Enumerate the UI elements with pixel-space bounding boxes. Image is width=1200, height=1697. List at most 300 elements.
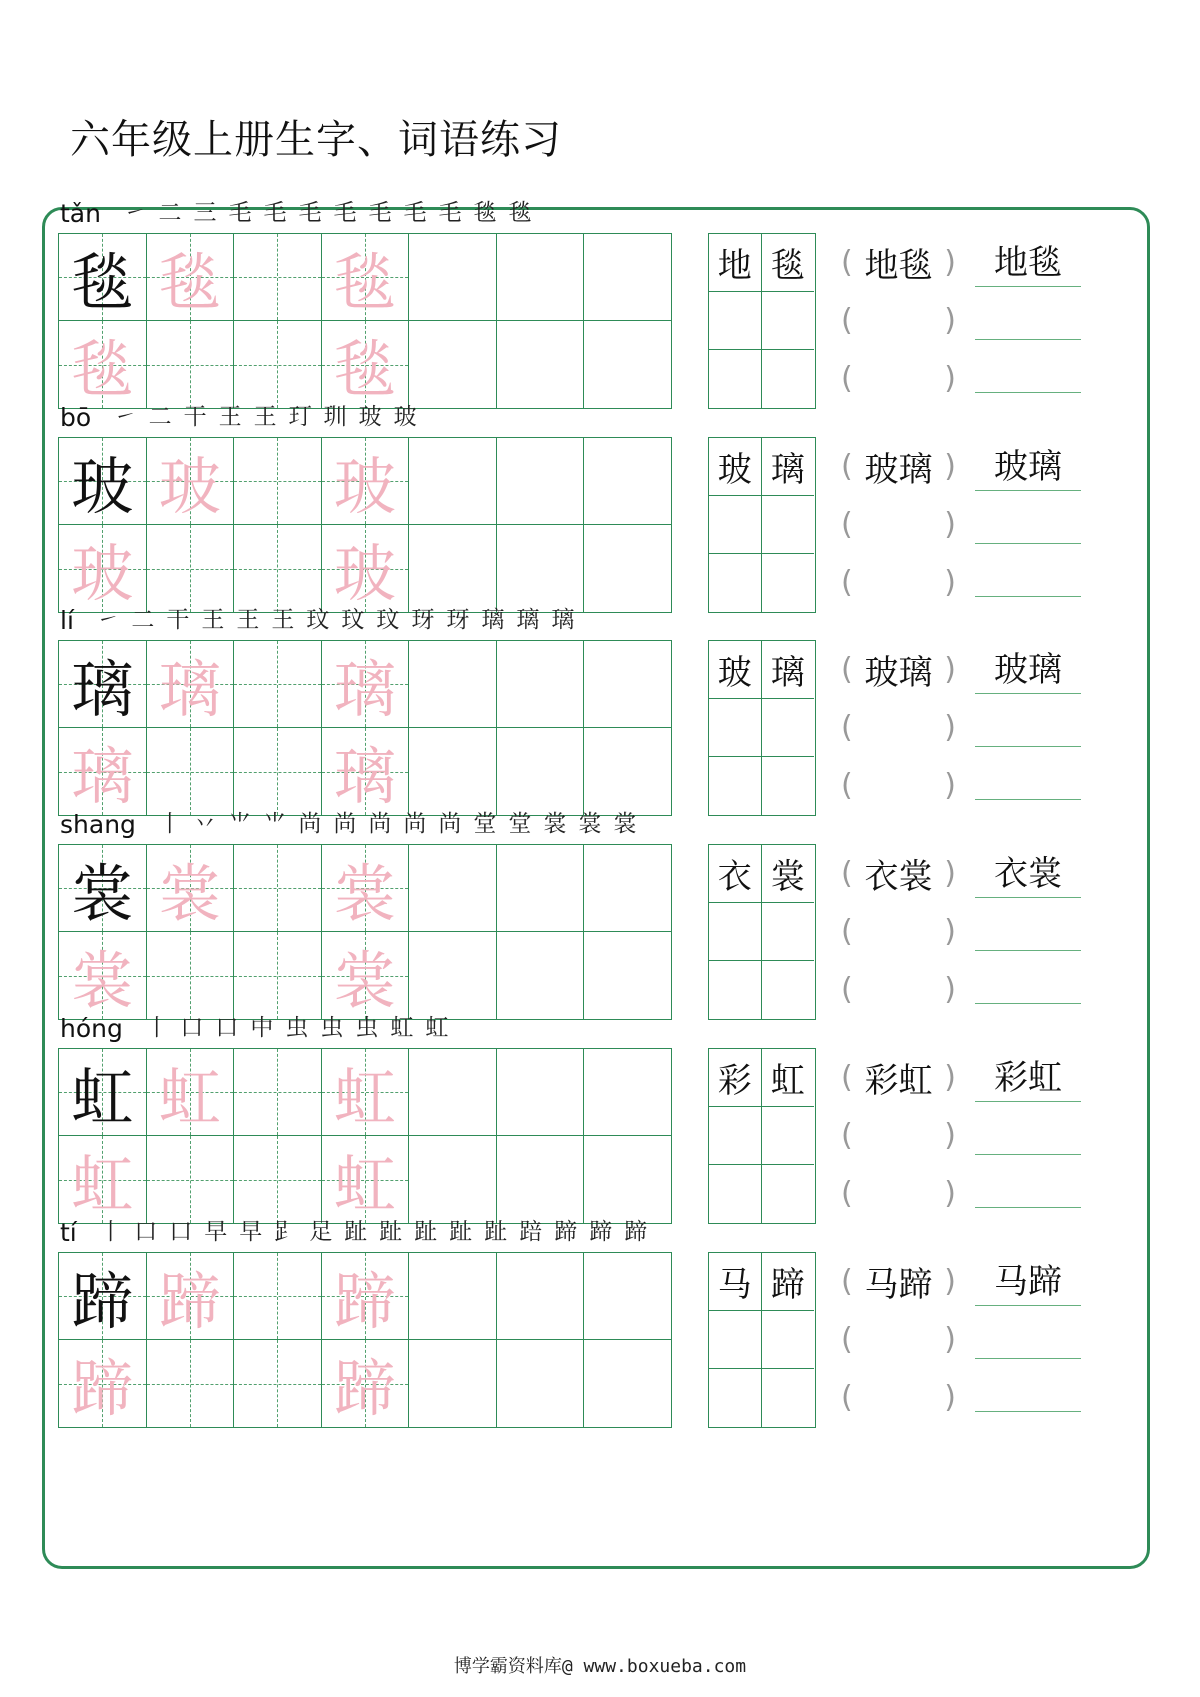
practice-cell[interactable] [497, 932, 585, 1019]
word-cell: 璃 [762, 641, 815, 699]
underline-answer-slot[interactable] [975, 1101, 1081, 1155]
underline-answer-slot[interactable] [975, 746, 1081, 800]
word-cell[interactable] [709, 699, 762, 757]
paren-close: ) [944, 564, 956, 600]
practice-cell[interactable] [409, 1136, 497, 1223]
model-character: 毯 [71, 245, 134, 319]
paren-open: ( [841, 651, 853, 687]
underline-answer-slot[interactable] [975, 543, 1081, 597]
practice-cell[interactable] [59, 438, 147, 525]
paren-word: 彩虹 [864, 1060, 933, 1101]
practice-cell[interactable] [322, 1253, 410, 1340]
paren-column [841, 640, 956, 816]
trace-character: 璃 [333, 652, 396, 726]
paren-open: ( [841, 448, 853, 484]
underline-answer-slot[interactable] [975, 1154, 1081, 1208]
underline-answer-slot[interactable] [975, 693, 1081, 747]
paren-close: ) [944, 1175, 956, 1211]
practice-cell[interactable] [497, 845, 585, 932]
stroke-step: 王 [271, 607, 295, 633]
trace-character: 虹 [71, 1148, 134, 1221]
stroke-step: 毯 [473, 200, 497, 226]
stroke-step: 玟 [341, 607, 365, 633]
stroke-step: 尚 [368, 811, 392, 837]
word-cell[interactable] [709, 1311, 762, 1369]
underline-column [975, 1252, 1081, 1428]
paren-close: ) [944, 913, 956, 949]
stroke-step: 毛 [263, 200, 287, 226]
underline-answer-slot[interactable] [975, 286, 1081, 340]
paren-open: ( [841, 971, 853, 1007]
paren-answer-slot[interactable] [841, 698, 956, 756]
stroke-step: 早 [204, 1219, 228, 1245]
underline-answer-slot[interactable] [975, 950, 1081, 1004]
stroke-step: 虹 [390, 1015, 414, 1041]
underline-answer-slot[interactable] [975, 897, 1081, 951]
practice-cell[interactable] [584, 1253, 672, 1340]
trace-character: 毯 [71, 333, 134, 406]
underline-column [975, 233, 1081, 409]
practice-cell[interactable] [147, 845, 235, 932]
stroke-step: 二 [131, 607, 155, 633]
practice-cell[interactable] [234, 932, 322, 1019]
practice-grid [58, 1252, 672, 1428]
stroke-step: 虫 [355, 1015, 379, 1041]
trace-character: 裳 [333, 944, 396, 1017]
practice-cell[interactable] [234, 1136, 322, 1223]
stroke-step: 二 [148, 404, 172, 430]
stroke-step: 丨 [158, 811, 182, 837]
underline-answer-slot[interactable] [975, 1305, 1081, 1359]
paren-open: ( [841, 767, 853, 803]
practice-cell[interactable] [322, 1136, 410, 1223]
stroke-order-line [60, 195, 536, 229]
word-cell[interactable] [709, 496, 762, 554]
practice-cell[interactable] [584, 932, 672, 1019]
paren-answer-slot[interactable] [841, 1310, 956, 1368]
paren-word: 地毯 [864, 245, 933, 286]
practice-cell[interactable] [497, 641, 585, 728]
underline-answer-slot[interactable] [975, 233, 1081, 287]
practice-cell[interactable] [322, 234, 410, 321]
stroke-step: 尚 [333, 811, 357, 837]
trace-character: 毯 [333, 245, 396, 319]
word-cell: 彩 [709, 1049, 762, 1107]
paren-answer-slot[interactable] [841, 233, 956, 291]
stroke-step: 玻 [393, 404, 417, 430]
word-cell[interactable] [762, 699, 815, 757]
word-cell[interactable] [762, 1369, 815, 1427]
practice-cell[interactable] [409, 1340, 497, 1427]
practice-cell[interactable] [322, 932, 410, 1019]
practice-cell[interactable] [234, 525, 322, 612]
model-character: 璃 [71, 652, 134, 726]
paren-answer-slot[interactable] [841, 1106, 956, 1164]
trace-character: 璃 [71, 740, 134, 813]
practice-cell[interactable] [584, 728, 672, 815]
trace-character: 虹 [333, 1148, 396, 1221]
stroke-step: ㇀ [123, 200, 147, 226]
practice-cell[interactable] [584, 438, 672, 525]
paren-word: 衣裳 [864, 856, 933, 897]
stroke-step: 玟 [306, 607, 330, 633]
paren-open: ( [841, 302, 853, 338]
paren-close: ) [944, 1379, 956, 1415]
stroke-step: 王 [253, 404, 277, 430]
stroke-step: 趾 [379, 1219, 403, 1245]
practice-cell[interactable] [59, 1049, 147, 1136]
word-cell[interactable] [762, 496, 815, 554]
practice-cell[interactable] [234, 1340, 322, 1427]
stroke-step: ⺌ [228, 811, 252, 837]
practice-cell[interactable] [584, 1049, 672, 1136]
character-block [58, 602, 1138, 817]
underline-word: 地毯 [994, 243, 1062, 283]
word-cell[interactable] [762, 292, 815, 350]
word-cell[interactable] [709, 903, 762, 961]
stroke-step: 踣 [519, 1219, 543, 1245]
stroke-step: 二 [158, 200, 182, 226]
practice-cell[interactable] [409, 932, 497, 1019]
practice-cell[interactable] [147, 525, 235, 612]
word-cell[interactable] [709, 292, 762, 350]
stroke-step: 口 [180, 1015, 204, 1041]
underline-word: 衣裳 [994, 854, 1062, 894]
practice-cell[interactable] [497, 1340, 585, 1427]
stroke-step: 毛 [228, 200, 252, 226]
practice-cell[interactable] [147, 234, 235, 321]
practice-cell[interactable] [234, 321, 322, 408]
stroke-step: 玟 [376, 607, 400, 633]
stroke-step: 毛 [438, 200, 462, 226]
underline-answer-slot[interactable] [975, 437, 1081, 491]
character-block [58, 399, 1138, 614]
character-block [58, 195, 1138, 410]
paren-answer-slot[interactable] [841, 1048, 956, 1106]
stroke-step: 虫 [320, 1015, 344, 1041]
stroke-step: 中 [250, 1015, 274, 1041]
stroke-step: 早 [239, 1219, 263, 1245]
word-cell: 玻 [709, 641, 762, 699]
stroke-step: 丷 [193, 811, 217, 837]
paren-answer-slot[interactable] [841, 844, 956, 902]
character-block [58, 1010, 1138, 1225]
word-cell: 地 [709, 234, 762, 292]
stroke-step: 玻 [358, 404, 382, 430]
word-cell[interactable] [762, 903, 815, 961]
paren-answer-slot[interactable] [841, 1368, 956, 1426]
trace-character: 蹄 [333, 1352, 396, 1425]
practice-cell[interactable] [409, 641, 497, 728]
underline-column [975, 640, 1081, 816]
stroke-step: 玡 [411, 607, 435, 633]
paren-open: ( [841, 1175, 853, 1211]
word-cell: 毯 [762, 234, 815, 292]
word-cell[interactable] [709, 1369, 762, 1427]
trace-character: 蹄 [333, 1264, 396, 1338]
practice-cell[interactable] [59, 321, 147, 408]
underline-answer-slot[interactable] [975, 1252, 1081, 1306]
practice-cell[interactable] [234, 641, 322, 728]
practice-cell[interactable] [322, 438, 410, 525]
underline-column [975, 844, 1081, 1020]
stroke-step: 裳 [578, 811, 602, 837]
practice-cell[interactable] [409, 234, 497, 321]
practice-grid [58, 640, 672, 816]
practice-cell[interactable] [584, 525, 672, 612]
paren-close: ) [944, 448, 956, 484]
underline-answer-slot[interactable] [975, 640, 1081, 694]
footer-watermark: 博学霸资料库@ www.boxueba.com [453, 1656, 747, 1677]
stroke-step: 虹 [425, 1015, 449, 1041]
trace-character: 玻 [333, 537, 396, 610]
practice-cell[interactable] [147, 641, 235, 728]
practice-cell[interactable] [234, 1049, 322, 1136]
paren-open: ( [841, 1321, 853, 1357]
paren-close: ) [944, 302, 956, 338]
paren-open: ( [841, 1117, 853, 1153]
practice-cell[interactable] [409, 321, 497, 408]
word-cell[interactable] [762, 1107, 815, 1165]
stroke-step: 尚 [298, 811, 322, 837]
practice-cell[interactable] [147, 1253, 235, 1340]
paren-open: ( [841, 1379, 853, 1415]
paren-column [841, 233, 956, 409]
stroke-step: 璃 [481, 607, 505, 633]
paren-column [841, 844, 956, 1020]
practice-cell[interactable] [409, 438, 497, 525]
practice-grid [58, 437, 672, 613]
paren-close: ) [944, 767, 956, 803]
paren-answer-slot[interactable] [841, 495, 956, 553]
pinyin-label: shang [60, 810, 136, 839]
practice-cell[interactable] [497, 1049, 585, 1136]
practice-grid [58, 844, 672, 1020]
stroke-step: 毛 [403, 200, 427, 226]
practice-cell[interactable] [59, 845, 147, 932]
word-grid [708, 1048, 816, 1224]
word-cell: 玻 [709, 438, 762, 496]
practice-cell[interactable] [584, 641, 672, 728]
stroke-step: 趾 [449, 1219, 473, 1245]
stroke-step: 蹄 [589, 1219, 613, 1245]
practice-cell[interactable] [322, 728, 410, 815]
practice-cell[interactable] [584, 234, 672, 321]
practice-cell[interactable] [234, 438, 322, 525]
stroke-step: 玡 [446, 607, 470, 633]
pinyin-label: hóng [60, 1014, 123, 1043]
practice-cell[interactable] [584, 1340, 672, 1427]
model-character: 虹 [71, 1060, 134, 1134]
paren-open: ( [841, 913, 853, 949]
practice-cell[interactable] [322, 1049, 410, 1136]
underline-column [975, 1048, 1081, 1224]
paren-close: ) [944, 1263, 956, 1299]
stroke-step: 裳 [613, 811, 637, 837]
trace-character: 虹 [333, 1060, 396, 1134]
practice-cell[interactable] [59, 932, 147, 1019]
trace-character: 璃 [333, 740, 396, 813]
stroke-step: 裳 [543, 811, 567, 837]
practice-cell[interactable] [147, 1340, 235, 1427]
paren-close: ) [944, 1059, 956, 1095]
stroke-step: 蹄 [624, 1219, 648, 1245]
practice-cell[interactable] [497, 1253, 585, 1340]
model-character: 蹄 [71, 1264, 134, 1338]
practice-cell[interactable] [147, 438, 235, 525]
word-cell: 衣 [709, 845, 762, 903]
trace-character: 璃 [158, 652, 221, 726]
model-character: 裳 [71, 856, 134, 930]
stroke-step: 足 [309, 1219, 333, 1245]
practice-grid [58, 1048, 672, 1224]
word-cell: 裳 [762, 845, 815, 903]
paren-open: ( [841, 564, 853, 600]
stroke-step: 毯 [508, 200, 532, 226]
practice-cell[interactable] [234, 728, 322, 815]
trace-character: 裳 [71, 944, 134, 1017]
paren-open: ( [841, 360, 853, 396]
stroke-step: 丨 [99, 1219, 123, 1245]
trace-character: 裳 [158, 856, 221, 930]
word-cell[interactable] [709, 1107, 762, 1165]
stroke-step: 丨 [145, 1015, 169, 1041]
trace-character: 裳 [333, 856, 396, 930]
stroke-step: 𧾷 [274, 1219, 298, 1245]
practice-cell[interactable] [497, 525, 585, 612]
stroke-step: 王 [236, 607, 260, 633]
paren-close: ) [944, 1117, 956, 1153]
page-title: 六年级上册生字、词语练习 [70, 117, 562, 163]
underline-word: 玻璃 [994, 447, 1062, 487]
underline-answer-slot[interactable] [975, 490, 1081, 544]
practice-cell[interactable] [322, 1340, 410, 1427]
paren-answer-slot[interactable] [841, 291, 956, 349]
trace-character: 虹 [158, 1060, 221, 1134]
paren-open: ( [841, 244, 853, 280]
stroke-step: ⺌ [263, 811, 287, 837]
stroke-step: 尚 [438, 811, 462, 837]
trace-character: 毯 [333, 333, 396, 406]
trace-character: 玻 [71, 537, 134, 610]
paren-answer-slot[interactable] [841, 1252, 956, 1310]
stroke-step: 尚 [403, 811, 427, 837]
paren-close: ) [944, 651, 956, 687]
practice-cell[interactable] [584, 845, 672, 932]
practice-cell[interactable] [234, 845, 322, 932]
practice-cell[interactable] [409, 1049, 497, 1136]
practice-cell[interactable] [584, 321, 672, 408]
stroke-step: 趾 [414, 1219, 438, 1245]
character-block [58, 806, 1138, 1021]
stroke-step: 蹄 [554, 1219, 578, 1245]
practice-cell[interactable] [59, 525, 147, 612]
practice-cell[interactable] [322, 641, 410, 728]
word-grid [708, 437, 816, 613]
stroke-step: 玔 [323, 404, 347, 430]
character-block [58, 1214, 1138, 1429]
stroke-step: 干 [166, 607, 190, 633]
practice-cell[interactable] [59, 1340, 147, 1427]
paren-column [841, 1048, 956, 1224]
paren-answer-slot[interactable] [841, 437, 956, 495]
practice-cell[interactable] [497, 234, 585, 321]
practice-cell[interactable] [147, 1136, 235, 1223]
practice-cell[interactable] [234, 234, 322, 321]
underline-column [975, 437, 1081, 613]
paren-close: ) [944, 855, 956, 891]
trace-character: 蹄 [158, 1264, 221, 1338]
word-grid [708, 233, 816, 409]
paren-answer-slot[interactable] [841, 640, 956, 698]
paren-close: ) [944, 506, 956, 542]
practice-cell[interactable] [59, 1136, 147, 1223]
underline-word: 马蹄 [994, 1262, 1062, 1302]
word-cell: 蹄 [762, 1253, 815, 1311]
practice-cell[interactable] [409, 728, 497, 815]
paren-column [841, 1252, 956, 1428]
paren-word: 玻璃 [864, 449, 933, 490]
underline-answer-slot[interactable] [975, 844, 1081, 898]
practice-cell[interactable] [497, 438, 585, 525]
word-grid [708, 1252, 816, 1428]
paren-open: ( [841, 855, 853, 891]
practice-cell[interactable] [147, 728, 235, 815]
practice-cell[interactable] [147, 1049, 235, 1136]
practice-cell[interactable] [497, 321, 585, 408]
practice-cell[interactable] [147, 932, 235, 1019]
paren-open: ( [841, 1263, 853, 1299]
paren-word: 玻璃 [864, 652, 933, 693]
practice-cell[interactable] [409, 1253, 497, 1340]
practice-cell[interactable] [584, 1136, 672, 1223]
practice-cell[interactable] [497, 1136, 585, 1223]
paren-open: ( [841, 709, 853, 745]
pinyin-label: lí [60, 606, 74, 635]
paren-answer-slot[interactable] [841, 902, 956, 960]
underline-word: 玻璃 [994, 650, 1062, 690]
practice-cell[interactable] [147, 321, 235, 408]
pinyin-label: bō [60, 403, 92, 432]
practice-cell[interactable] [322, 845, 410, 932]
practice-cell[interactable] [59, 234, 147, 321]
underline-word: 彩虹 [994, 1058, 1062, 1098]
stroke-step: 王 [201, 607, 225, 633]
word-cell[interactable] [762, 1311, 815, 1369]
underline-answer-slot[interactable] [975, 1048, 1081, 1102]
word-cell: 璃 [762, 438, 815, 496]
underline-answer-slot[interactable] [975, 1358, 1081, 1412]
stroke-step: 璃 [551, 607, 575, 633]
practice-cell[interactable] [409, 845, 497, 932]
practice-cell[interactable] [59, 641, 147, 728]
trace-character: 玻 [158, 449, 221, 523]
paren-open: ( [841, 1059, 853, 1095]
stroke-step: ㇀ [113, 404, 137, 430]
stroke-step: 毛 [368, 200, 392, 226]
practice-cell[interactable] [234, 1253, 322, 1340]
stroke-step: ㇀ [96, 607, 120, 633]
practice-cell[interactable] [322, 525, 410, 612]
underline-answer-slot[interactable] [975, 339, 1081, 393]
practice-cell[interactable] [322, 321, 410, 408]
practice-cell[interactable] [59, 1253, 147, 1340]
practice-cell[interactable] [59, 728, 147, 815]
practice-cell[interactable] [497, 728, 585, 815]
pinyin-label: tí [60, 1218, 77, 1247]
practice-cell[interactable] [409, 525, 497, 612]
stroke-step: 三 [193, 200, 217, 226]
